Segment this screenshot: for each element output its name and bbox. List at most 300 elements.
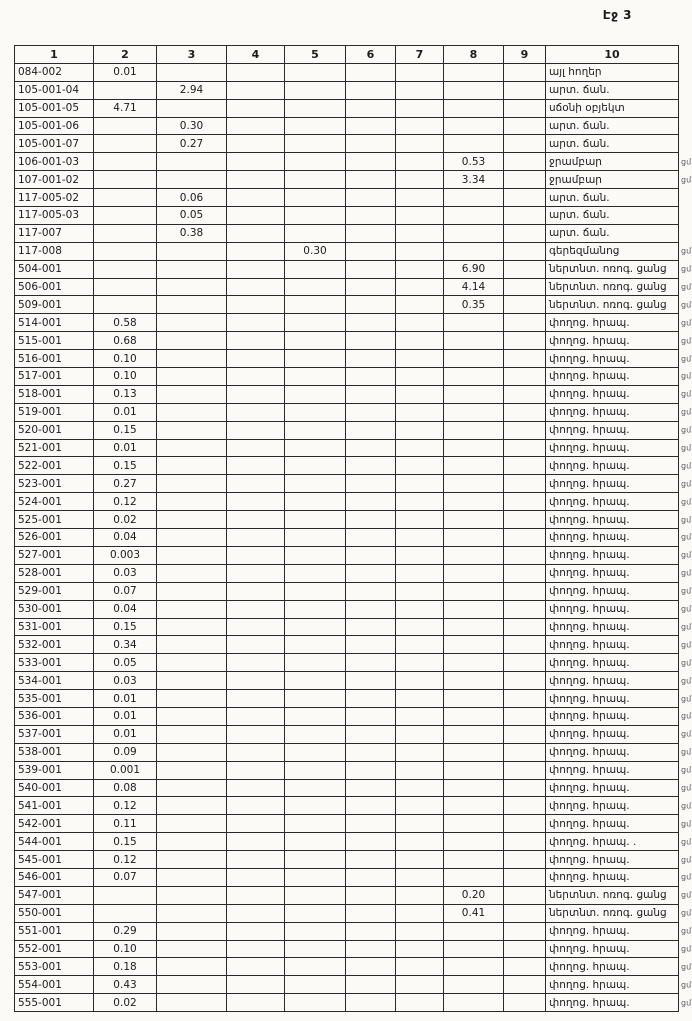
column-header: 1 — [15, 46, 94, 64]
margin-annotation: ցմ — [681, 246, 692, 256]
cell-col7 — [396, 171, 444, 189]
cell-col10: փողոց. հրապ. ցմ — [546, 672, 679, 690]
cell-col9 — [504, 940, 546, 958]
cell-col1: 522-001 — [15, 457, 94, 475]
table-row — [15, 117, 679, 135]
table-row — [15, 725, 679, 743]
table-row — [15, 171, 679, 189]
cell-col6 — [346, 403, 396, 421]
cell-col7 — [396, 618, 444, 636]
table-row — [15, 743, 679, 761]
table-row — [15, 707, 679, 725]
cell-col8: 0.41 — [444, 904, 504, 922]
cell-col2: 0.10 — [94, 368, 157, 386]
table-row — [15, 976, 679, 994]
cell-col5 — [285, 994, 346, 1012]
cell-col5 — [285, 904, 346, 922]
cell-col2: 0.03 — [94, 564, 157, 582]
table-row — [15, 350, 679, 368]
margin-annotation: ցմ — [681, 264, 692, 274]
cell-col8 — [444, 224, 504, 242]
cell-col1: 546-001 — [15, 868, 94, 886]
cell-col6 — [346, 940, 396, 958]
cell-col6 — [346, 332, 396, 350]
cell-col2: 0.07 — [94, 582, 157, 600]
cell-col6 — [346, 868, 396, 886]
cell-col1: 519-001 — [15, 403, 94, 421]
cell-col7 — [396, 546, 444, 564]
cell-col1: 550-001 — [15, 904, 94, 922]
table-row — [15, 207, 679, 225]
cell-col7 — [396, 421, 444, 439]
cell-col5 — [285, 439, 346, 457]
cell-col10: փողոց. հրապ. ցմ — [546, 403, 679, 421]
cell-col8 — [444, 707, 504, 725]
cell-col9 — [504, 314, 546, 332]
cell-col4 — [227, 940, 285, 958]
cell-col10: փողոց. հրապ. ցմ — [546, 439, 679, 457]
cell-col8 — [444, 81, 504, 99]
cell-col2: 0.12 — [94, 797, 157, 815]
cell-col1: 530-001 — [15, 600, 94, 618]
cell-col5: 0.30 — [285, 242, 346, 260]
cell-col1: 547-001 — [15, 886, 94, 904]
cell-col8 — [444, 833, 504, 851]
margin-annotation: ցմ — [681, 676, 692, 686]
cell-col7 — [396, 385, 444, 403]
cell-col9 — [504, 779, 546, 797]
table-row — [15, 690, 679, 708]
cell-col6 — [346, 994, 396, 1012]
cell-col8 — [444, 99, 504, 117]
cell-col3 — [157, 511, 227, 529]
table-row — [15, 99, 679, 117]
cell-col5 — [285, 493, 346, 511]
cell-col10: ներտնտ. ոռոգ. ցանց ցմ — [546, 904, 679, 922]
cell-col6 — [346, 743, 396, 761]
cell-col7 — [396, 135, 444, 153]
cell-col9 — [504, 904, 546, 922]
cell-col9 — [504, 242, 546, 260]
cell-col2: 0.01 — [94, 439, 157, 457]
cell-col6 — [346, 296, 396, 314]
cell-col2 — [94, 886, 157, 904]
cell-col8: 0.53 — [444, 153, 504, 171]
cell-col2: 0.18 — [94, 958, 157, 976]
cell-col9 — [504, 189, 546, 207]
cell-col8 — [444, 385, 504, 403]
cell-col6 — [346, 475, 396, 493]
cell-col7 — [396, 582, 444, 600]
cell-col10: փողոց. հրապ. ցմ — [546, 707, 679, 725]
cell-col1: 517-001 — [15, 368, 94, 386]
cell-col10: արտ. ճան. — [546, 135, 679, 153]
table-row — [15, 582, 679, 600]
margin-annotation: ցմ — [681, 532, 692, 542]
cell-col6 — [346, 690, 396, 708]
cell-col5 — [285, 207, 346, 225]
cell-col10: արտ. ճան. — [546, 81, 679, 99]
cell-col4 — [227, 224, 285, 242]
margin-annotation: ցմ — [681, 389, 692, 399]
cell-col6 — [346, 493, 396, 511]
cell-col1: 529-001 — [15, 582, 94, 600]
cell-col10: փողոց. հրապ. ցմ — [546, 368, 679, 386]
cell-col6 — [346, 976, 396, 994]
cell-col7 — [396, 493, 444, 511]
cell-col4 — [227, 994, 285, 1012]
cell-col3 — [157, 63, 227, 81]
table-row — [15, 815, 679, 833]
cell-col4 — [227, 332, 285, 350]
cell-col5 — [285, 707, 346, 725]
cell-col7 — [396, 439, 444, 457]
cell-col2: 0.58 — [94, 314, 157, 332]
cell-col7 — [396, 779, 444, 797]
cell-col10: փողոց. հրապ. ցմ — [546, 350, 679, 368]
cell-col6 — [346, 815, 396, 833]
cell-col8 — [444, 743, 504, 761]
cell-col6 — [346, 600, 396, 618]
margin-annotation: ցմ — [681, 926, 692, 936]
cell-col2: 0.43 — [94, 976, 157, 994]
cell-col2: 0.34 — [94, 636, 157, 654]
cell-col3 — [157, 618, 227, 636]
cell-col1: 107-001-02 — [15, 171, 94, 189]
cell-col10: փողոց. հրապ. ցմ — [546, 385, 679, 403]
cell-col8 — [444, 868, 504, 886]
cell-col4 — [227, 761, 285, 779]
cell-col7 — [396, 296, 444, 314]
cell-col1: 520-001 — [15, 421, 94, 439]
cell-col5 — [285, 618, 346, 636]
cell-col4 — [227, 171, 285, 189]
cell-col10: ջրամբար ցմ — [546, 171, 679, 189]
cell-col2 — [94, 171, 157, 189]
cell-col3 — [157, 690, 227, 708]
cell-col6 — [346, 117, 396, 135]
cell-col2: 0.09 — [94, 743, 157, 761]
cell-col7 — [396, 63, 444, 81]
cell-col9 — [504, 743, 546, 761]
cell-col2: 0.10 — [94, 350, 157, 368]
cell-col9 — [504, 278, 546, 296]
cell-col4 — [227, 242, 285, 260]
cell-col2: 0.08 — [94, 779, 157, 797]
cell-col7 — [396, 278, 444, 296]
cell-col6 — [346, 260, 396, 278]
cell-col7 — [396, 851, 444, 869]
cell-col9 — [504, 958, 546, 976]
cell-col7 — [396, 403, 444, 421]
table-row — [15, 368, 679, 386]
cell-col2 — [94, 153, 157, 171]
cell-col6 — [346, 833, 396, 851]
cell-col10: փողոց. հրապ. ցմ — [546, 600, 679, 618]
cell-col8 — [444, 582, 504, 600]
cell-col4 — [227, 260, 285, 278]
cell-col1: 525-001 — [15, 511, 94, 529]
cell-col5 — [285, 529, 346, 547]
cell-col8 — [444, 690, 504, 708]
cell-col1: 523-001 — [15, 475, 94, 493]
cell-col5 — [285, 153, 346, 171]
cell-col7 — [396, 153, 444, 171]
cell-col4 — [227, 904, 285, 922]
cell-col10: փողոց. հրապ. ցմ — [546, 940, 679, 958]
cell-col8 — [444, 421, 504, 439]
cell-col2 — [94, 296, 157, 314]
cell-col2: 0.04 — [94, 529, 157, 547]
cell-col2: 0.03 — [94, 672, 157, 690]
margin-annotation: ցմ — [681, 908, 692, 918]
cell-col3 — [157, 672, 227, 690]
cell-col6 — [346, 439, 396, 457]
cell-col4 — [227, 493, 285, 511]
cell-col9 — [504, 707, 546, 725]
cell-col1: 117-005-03 — [15, 207, 94, 225]
cell-col4 — [227, 207, 285, 225]
cell-col4 — [227, 350, 285, 368]
margin-annotation: ցմ — [681, 586, 692, 596]
cell-col5 — [285, 135, 346, 153]
cell-col10: փողոց. հրապ. ցմ — [546, 493, 679, 511]
cell-col3 — [157, 761, 227, 779]
margin-annotation: ցմ — [681, 443, 692, 453]
cell-col3 — [157, 833, 227, 851]
table-row — [15, 672, 679, 690]
cell-col1: 527-001 — [15, 546, 94, 564]
table-row — [15, 546, 679, 564]
cell-col10: փողոց. հրապ. ցմ — [546, 797, 679, 815]
margin-annotation: ցմ — [681, 837, 692, 847]
cell-col7 — [396, 475, 444, 493]
cell-col4 — [227, 314, 285, 332]
cell-col8 — [444, 314, 504, 332]
margin-annotation: ցմ — [681, 640, 692, 650]
cell-col7 — [396, 815, 444, 833]
cell-col2: 0.001 — [94, 761, 157, 779]
table-row — [15, 135, 679, 153]
cell-col8 — [444, 725, 504, 743]
cell-col9 — [504, 582, 546, 600]
cell-col2: 0.01 — [94, 690, 157, 708]
cell-col5 — [285, 117, 346, 135]
cell-col10: արտ. ճան. — [546, 189, 679, 207]
cell-col9 — [504, 546, 546, 564]
cell-col4 — [227, 582, 285, 600]
cell-col9 — [504, 207, 546, 225]
cell-col2: 0.05 — [94, 654, 157, 672]
table-row — [15, 81, 679, 99]
cell-col10: փողոց. հրապ. ցմ — [546, 457, 679, 475]
margin-annotation: ցմ — [681, 300, 692, 310]
margin-annotation: ցմ — [681, 890, 692, 900]
cell-col7 — [396, 511, 444, 529]
cell-col5 — [285, 81, 346, 99]
cell-col9 — [504, 994, 546, 1012]
cell-col6 — [346, 421, 396, 439]
margin-annotation: ցմ — [681, 336, 692, 346]
cell-col1: 540-001 — [15, 779, 94, 797]
cell-col3 — [157, 779, 227, 797]
cell-col1: 541-001 — [15, 797, 94, 815]
cell-col2 — [94, 278, 157, 296]
cell-col9 — [504, 797, 546, 815]
cell-col4 — [227, 63, 285, 81]
table-row — [15, 493, 679, 511]
cell-col2: 0.10 — [94, 940, 157, 958]
cell-col9 — [504, 886, 546, 904]
cell-col5 — [285, 743, 346, 761]
column-header: 7 — [396, 46, 444, 64]
cell-col5 — [285, 636, 346, 654]
margin-annotation: ցմ — [681, 479, 692, 489]
cell-col7 — [396, 743, 444, 761]
cell-col5 — [285, 457, 346, 475]
cell-col4 — [227, 976, 285, 994]
cell-col7 — [396, 600, 444, 618]
cell-col3: 0.27 — [157, 135, 227, 153]
cell-col5 — [285, 546, 346, 564]
column-header: 5 — [285, 46, 346, 64]
table-row — [15, 153, 679, 171]
cell-col6 — [346, 457, 396, 475]
cell-col10: ներտնտ. ոռոգ. ցանց ցմ — [546, 260, 679, 278]
cell-col8: 6.90 — [444, 260, 504, 278]
cell-col6 — [346, 904, 396, 922]
cell-col7 — [396, 672, 444, 690]
margin-annotation: ցմ — [681, 711, 692, 721]
cell-col3 — [157, 171, 227, 189]
cell-col4 — [227, 529, 285, 547]
table-row — [15, 886, 679, 904]
cell-col3 — [157, 904, 227, 922]
cell-col10: փողոց. հրապ. ցմ — [546, 654, 679, 672]
cell-col4 — [227, 475, 285, 493]
cell-col7 — [396, 994, 444, 1012]
cell-col9 — [504, 385, 546, 403]
cell-col7 — [396, 260, 444, 278]
margin-annotation: ցմ — [681, 747, 692, 757]
cell-col6 — [346, 636, 396, 654]
cell-col3 — [157, 582, 227, 600]
cell-col8 — [444, 618, 504, 636]
cell-col10: փողոց. հրապ. ցմ — [546, 958, 679, 976]
cell-col8 — [444, 529, 504, 547]
table-row — [15, 314, 679, 332]
cell-col1: 536-001 — [15, 707, 94, 725]
cell-col4 — [227, 403, 285, 421]
cell-col5 — [285, 654, 346, 672]
table-row — [15, 385, 679, 403]
cell-col5 — [285, 940, 346, 958]
table-row — [15, 475, 679, 493]
cell-col1: 544-001 — [15, 833, 94, 851]
margin-annotation: ցմ — [681, 801, 692, 811]
cell-col6 — [346, 189, 396, 207]
margin-annotation: ցմ — [681, 980, 692, 990]
cell-col3 — [157, 922, 227, 940]
cell-col1: 514-001 — [15, 314, 94, 332]
cell-col2: 4.71 — [94, 99, 157, 117]
cell-col9 — [504, 976, 546, 994]
cell-col4 — [227, 636, 285, 654]
cell-col2: 0.13 — [94, 385, 157, 403]
cell-col3: 2.94 — [157, 81, 227, 99]
cell-col7 — [396, 314, 444, 332]
cell-col5 — [285, 224, 346, 242]
cell-col1: 554-001 — [15, 976, 94, 994]
cell-col4 — [227, 958, 285, 976]
cell-col4 — [227, 511, 285, 529]
cell-col4 — [227, 707, 285, 725]
cell-col9 — [504, 493, 546, 511]
cell-col9 — [504, 332, 546, 350]
cell-col5 — [285, 260, 346, 278]
cell-col7 — [396, 636, 444, 654]
table-row — [15, 618, 679, 636]
cell-col7 — [396, 99, 444, 117]
cell-col4 — [227, 439, 285, 457]
cell-col5 — [285, 672, 346, 690]
cell-col4 — [227, 278, 285, 296]
cell-col8: 0.35 — [444, 296, 504, 314]
cell-col3 — [157, 529, 227, 547]
cell-col7 — [396, 368, 444, 386]
cell-col3 — [157, 385, 227, 403]
column-header: 8 — [444, 46, 504, 64]
cell-col3: 0.06 — [157, 189, 227, 207]
cell-col10: փողոց. հրապ. ցմ — [546, 815, 679, 833]
cell-col7 — [396, 904, 444, 922]
cell-col5 — [285, 511, 346, 529]
cell-col2 — [94, 135, 157, 153]
cell-col9 — [504, 439, 546, 457]
column-header: 6 — [346, 46, 396, 64]
cell-col2: 0.01 — [94, 707, 157, 725]
cell-col6 — [346, 797, 396, 815]
table-row — [15, 958, 679, 976]
cell-col3: 0.05 — [157, 207, 227, 225]
cell-col9 — [504, 135, 546, 153]
column-header: 10 — [546, 46, 679, 64]
cell-col7 — [396, 725, 444, 743]
cell-col7 — [396, 457, 444, 475]
cell-col9 — [504, 63, 546, 81]
cell-col1: 117-007 — [15, 224, 94, 242]
cell-col4 — [227, 886, 285, 904]
cell-col4 — [227, 189, 285, 207]
cell-col10: փողոց. հրապ. ցմ — [546, 314, 679, 332]
cell-col6 — [346, 582, 396, 600]
cell-col3 — [157, 707, 227, 725]
cell-col2: 0.15 — [94, 457, 157, 475]
cell-col10: փողոց. հրապ. ցմ — [546, 582, 679, 600]
cell-col8 — [444, 779, 504, 797]
cell-col10: ներտնտ. ոռոգ. ցանց ցմ — [546, 278, 679, 296]
cell-col7 — [396, 117, 444, 135]
cell-col3 — [157, 600, 227, 618]
cell-col10: փողոց. հրապ. ցմ — [546, 332, 679, 350]
cell-col9 — [504, 296, 546, 314]
cell-col10: սճօնի օբյեկտ — [546, 99, 679, 117]
cell-col10: փողոց. հրապ. ցմ — [546, 725, 679, 743]
cell-col8 — [444, 922, 504, 940]
cell-col8 — [444, 368, 504, 386]
cell-col1: 106-001-03 — [15, 153, 94, 171]
margin-annotation: ցմ — [681, 282, 692, 292]
